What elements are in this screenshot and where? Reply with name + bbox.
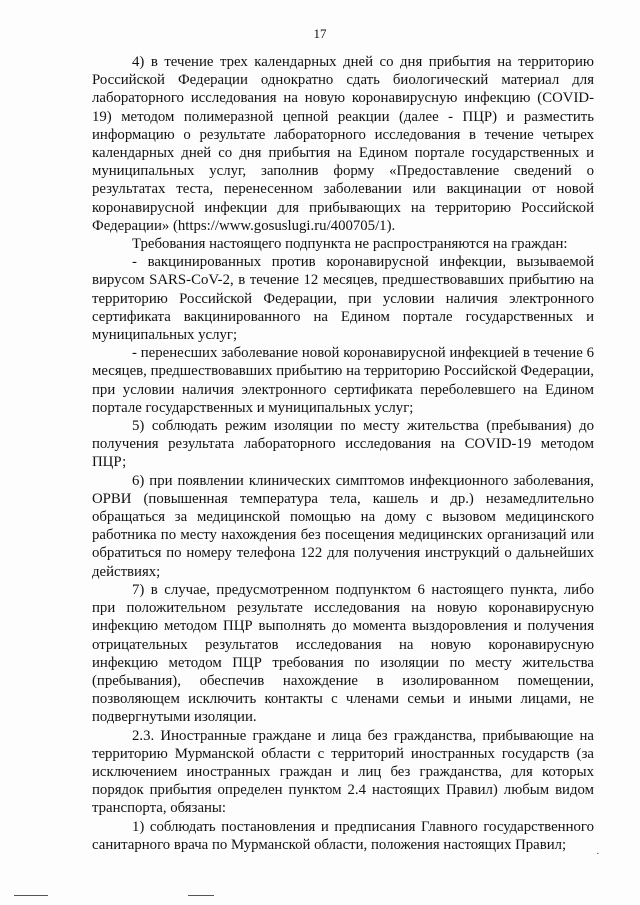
paragraph-item-4: 4) в течение трех календарных дней со дня прибытия на территорию Российской Федерации однократно сдать биологический материал для лабораторного исследования на новую коронавирусную инфекцию (COVID-19) методом полимеразной цепной реакции (далее - ПЦР) и разместить информацию о результате лабораторного исследования в течение четырех календарных дней со дня прибытия на Едином портале государственных и муниципальных услуг, заполнив форму «Предоставление сведений о результатах теста, перенесенном заболевании или вакцинации от новой коронавирусной инфекции для прибывающих на территорию Российской Федерации» (https://www.gosuslugi.ru/400705/1). [92, 54, 594, 234]
paragraph-section-2-3: 2.3. Иностранные граждане и лица без гражданства, прибывающие на территорию Мурманской области с территорий иностранных государств (за исключением иностранных граждан и лиц без гражданства, для которых порядок прибытия определен пунктом 2.4 настоящих Правил) любым видом транспорта, обязаны: [92, 727, 594, 817]
paragraph-exemptions-intro: Требования настоящего подпункта не распространяются на граждан: [132, 236, 568, 253]
paragraph-item-7: 7) в случае, предусмотренном подпунктом 6 настоящего пункта, либо при положительном результате исследования на новую коронавирусную инфекцию методом ПЦР выполнять до момента выздоровления и получения отрицательных результатов исследования на новую коронавирусную инфекцию методом ПЦР требования по изоляции по месту жительства (пребывания), обеспечив нахождение в изолированном помещении, позволяющем исключить контакты с членами семьи и иными лицами, не подвергнутыми изоляции. [92, 581, 594, 726]
paragraph-exemption-vaccinated: - вакцинированных против коронавирусной инфекции, вызываемой вирусом SARS-CoV-2, в течение 12 месяцев, предшествовавших прибытию на территорию Российской Федерации, при условии наличия электронного сертификата вакцинированного на Едином портале государственных и муниципальных услуг; [92, 254, 594, 344]
footer-rule-left [14, 895, 48, 896]
page-number: 17 [313, 26, 327, 41]
paragraph-item-6: 6) при появлении клинических симптомов инфекционного заболевания, ОРВИ (повышенная температура тела, кашель и др.) незамедлительно обращаться за медицинской помощью на дому с вызовом медицинского работника по месту нахождения без посещения медицинских организаций или обратиться по номеру телефона 122 для получения инструкций о дальнейших действиях; [92, 472, 594, 580]
paragraph-exemption-recovered: - перенесших заболевание новой коронавирусной инфекцией в течение 6 месяцев, предшествовавших прибытию на территорию Российской Федерации, при условии наличия электронного сертификата переболевшего на Едином портале государственных и муниципальных услуг; [92, 345, 594, 416]
document-body [92, 53, 594, 854]
footer-mark: · [596, 848, 600, 860]
paragraph-section-2-3-item-1: 1) соблюдать постановления и предписания Главного государственного санитарного врача по Мурманской области, положения настоящих Правил; [92, 818, 594, 853]
footer-rule-right [188, 895, 214, 896]
paragraph-item-5: 5) соблюдать режим изоляции по месту жительства (пребывания) до получения результата лабораторного исследования на COVID-19 методом ПЦР; [92, 418, 594, 471]
